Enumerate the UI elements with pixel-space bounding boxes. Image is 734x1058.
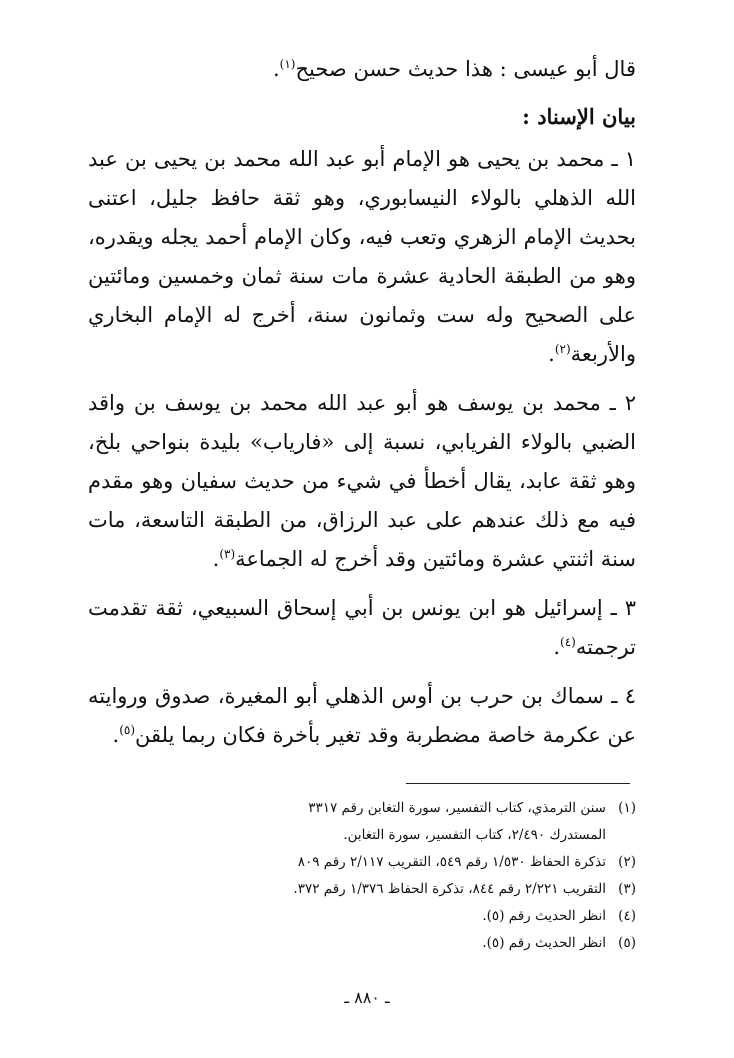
footnotes: [100, 795, 636, 957]
footnote: (٣)التقريب ٢/٢٢١ رقم ٨٤٤، تذكرة الحفاظ ١/٣٧٦ رقم ٣٧٢.: [293, 881, 636, 897]
section-heading: بيان الإسناد :: [522, 104, 636, 129]
page-number: ـ ٨٨٠ ـ: [344, 988, 390, 1007]
paragraph: ٣ ـ إسرائيل هو ابن يونس بن أبي إسحاق السبيعي، ثقة تقدمت ترجمته$^{(٤)}$.: [88, 596, 636, 659]
footnote-ref: (٤): [560, 635, 576, 649]
footnote: (٤)انظر الحديث رقم (٥).: [482, 908, 636, 924]
footnote-ref: (٣): [219, 547, 236, 561]
paragraph: ٤ ـ سماك بن حرب بن أوس الذهلي أبو المغيرة، صدوق وروايته عن عكرمة خاصة مضطربة وقد تغير بأخرة فكان ربما يلقن$^{(٥)}$.: [88, 684, 636, 747]
paragraph: ١ ـ محمد بن يحيى هو الإمام أبو عبد الله محمد بن يحيى بن عبد الله الذهلي بالولاء النيسابوري، وهو ثقة حافظ جليل، اعتنى بحديث الإمام الزهري وتعب فيه، وكان الإمام أحمد يجله ويقدره، وهو من الطبقة الحادية عشرة مات سنة ثمان وخمسين ومائتين على الصحيح وله ست وثمانون سنة، أخرج له الإمام البخاري والأربعة$^{(٢)}$.: [88, 147, 636, 366]
footnote-divider: [406, 783, 630, 784]
footnote-ref: (٥): [119, 723, 136, 737]
main-text: [88, 50, 636, 765]
footnote: (٥)انظر الحديث رقم (٥).: [482, 935, 636, 951]
footnote-continuation: المستدرك ٢/٤٩٠، كتاب التفسير، سورة التغابن.: [343, 827, 606, 843]
footnote: (٢)تذكرة الحفاظ ١/٥٣٠ رقم ٥٤٩، التقريب ٢/١١٧ رقم ٨٠٩: [297, 854, 636, 870]
footnote: (١)سنن الترمذي، كتاب التفسير، سورة التغابن رقم ٣٣١٧: [308, 800, 636, 816]
intro-line: قال أبو عيسى : هذا حديث حسن صحيح$^{(١)}$.: [272, 57, 636, 81]
footnote-ref: (١): [279, 57, 296, 71]
footnote-ref: (٢): [554, 342, 571, 356]
paragraph: ٢ ـ محمد بن يوسف هو أبو عبد الله محمد بن يوسف بن واقد الضبي بالولاء الفريابي، نسبة إلى «فارياب» بليدة بنواحي بلخ، وهو ثقة عابد، يقال أخطأ في شيء من حديث سفيان وهو مقدم فيه مع ذلك عندهم على عبد الرزاق، من الطبقة التاسعة، مات سنة اثنتي عشرة ومائتين وقد أخرج له الجماعة$^{(٣)}$.: [88, 391, 636, 571]
